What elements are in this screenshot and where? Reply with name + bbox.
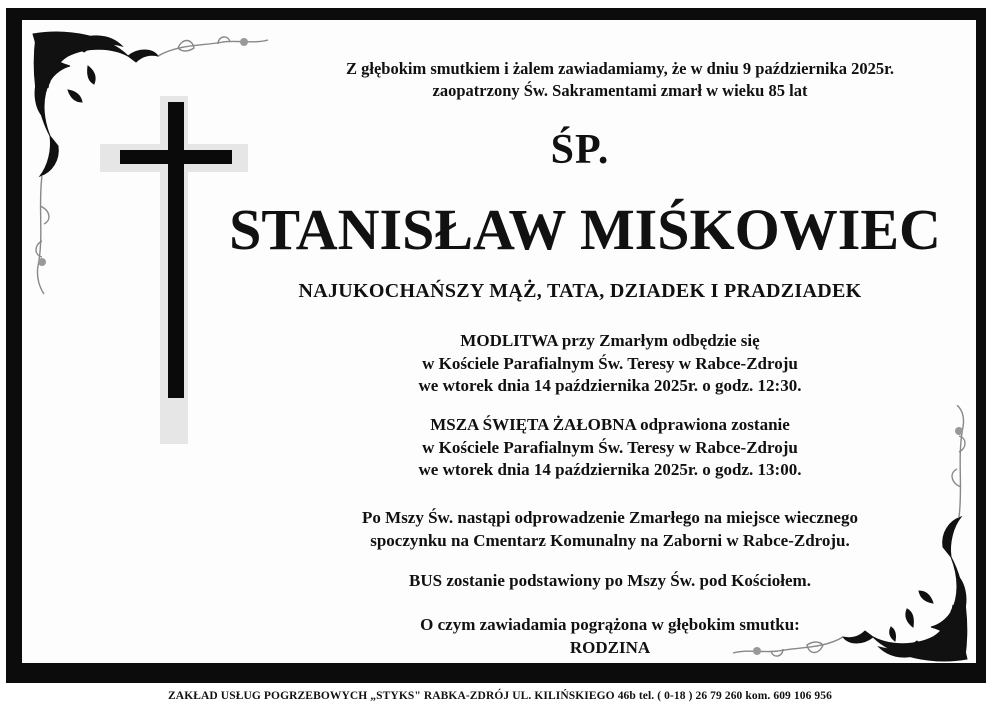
mass-line: we wtorek dnia 14 października 2025r. o godz. 13:00. [418, 460, 802, 479]
intro-line: Z głębokim smutkiem i żalem zawiadamiamy, że w dniu 9 października 2025r. [345, 59, 894, 78]
prayer-line: w Kościele Parafialnym Św. Teresy w Rabce-Zdroju [422, 353, 798, 373]
mass-info [280, 414, 940, 482]
burial-line: Po Mszy Św. nastąpi odprowadzenie Zmarłego na miejsce wiecznego [362, 508, 858, 527]
deceased-name: STANISŁAW MIŚKOWIEC [229, 197, 941, 262]
closing [280, 614, 940, 659]
closing-line: O czym zawiadamia pogrążona w głębokim smutku: [420, 615, 800, 634]
mass-line: MSZA ŚWIĘTA ŻAŁOBNA odprawiona zostanie [430, 415, 790, 434]
intro-line: zaopatrzony Św. Sakramentami zmarł w wieku 85 lat [432, 81, 808, 100]
bus-info: BUS zostanie podstawiony po Mszy Św. pod Kościołem. [409, 571, 811, 590]
honorific: ŚP. [550, 127, 610, 173]
family-signature: RODZINA [569, 637, 651, 657]
mass-line: w Kościele Parafialnym Św. Teresy w Rabce-Zdroju [422, 437, 798, 457]
burial-line: spoczynku na Cmentarz Komunalny na Zaborni w Rabce-Zdroju. [370, 530, 850, 550]
prayer-info [280, 330, 940, 398]
burial-info [280, 507, 940, 552]
prayer-line: MODLITWA przy Zmarłym odbędzie się [460, 331, 760, 350]
cross-icon [100, 96, 248, 444]
family-roles: NAJUKOCHAŃSZY MĄŻ, TATA, DZIADEK I PRADZIADEK [298, 280, 862, 302]
prayer-line: we wtorek dnia 14 października 2025r. o godz. 12:30. [418, 376, 802, 395]
funeral-home-footer: ZAKŁAD USŁUG POGRZEBOWYCH „STYKS" RABKA-ZDRÓJ UL. KILIŃSKIEGO 46b tel. ( 0-18 ) 26 79 260 kom. 609 106 956 [168, 690, 832, 702]
announcement-intro [300, 58, 940, 102]
